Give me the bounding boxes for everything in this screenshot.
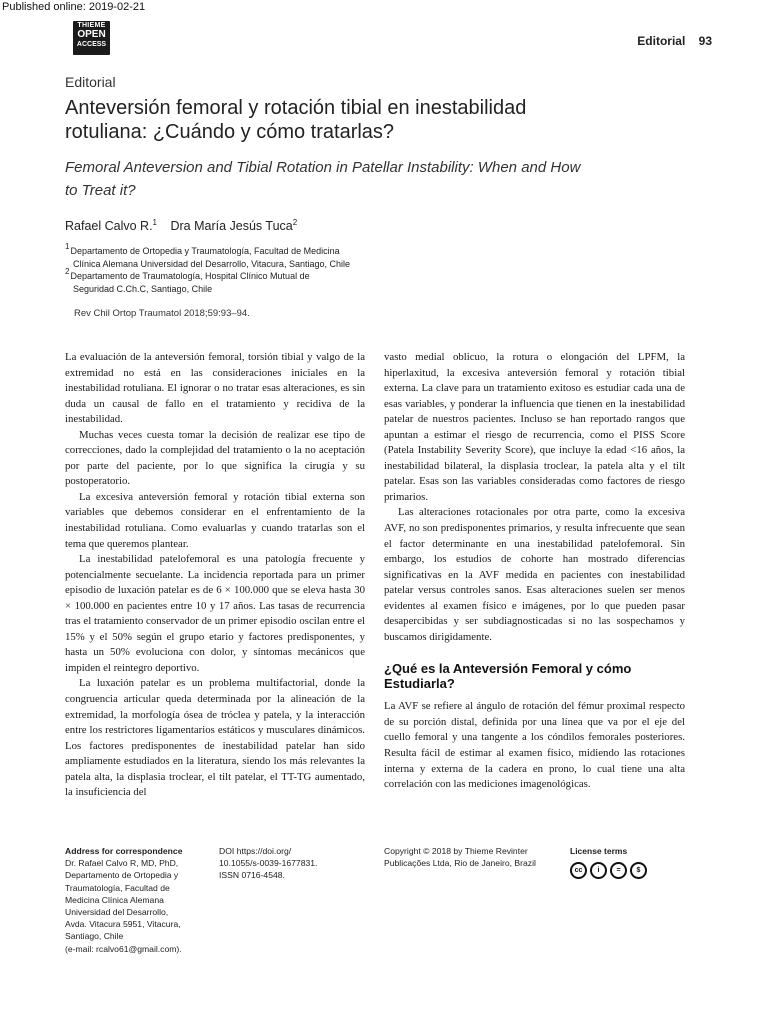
doi-line: 10.1055/s-0039-1677831. <box>219 858 318 869</box>
copyright-line: Publicações Ltda, Rio de Janeiro, Brazil <box>384 858 536 869</box>
page-number: 93 <box>698 34 712 48</box>
logo-line-3: ACCESS <box>76 41 107 48</box>
doi-info <box>219 845 369 882</box>
article-title: Anteversión femoral y rotación tibial en inestabilidad rotuliana: ¿Cuándo y cómo tratarlas? <box>65 97 527 143</box>
logo-line-1: THIEME <box>77 22 106 29</box>
affiliation <box>65 267 365 295</box>
article-subtitle: Femoral Anteversion and Tibial Rotation in Patellar Instability: When and How to Treat it? <box>65 159 581 199</box>
affiliation-line: Clínica Alemana Universidad del Desarrollo, Vitacura, Santiago, Chile <box>73 258 350 269</box>
body-column-left <box>65 350 365 801</box>
body-paragraph: Muchas veces cuesta tomar la decisión de realizar ese tipo de correcciones, dado la complejidad del tratamiento o la no aceptación por parte del paciente, por lo que significa la cirugía y su postoperatorio. <box>65 428 365 488</box>
author-list <box>65 218 297 233</box>
logo-line-2: OPEN <box>77 29 106 40</box>
address-line: Departamento de Ortopedia y <box>65 870 179 881</box>
author-name: Dra María Jesús Tuca <box>170 219 293 234</box>
copyright-info <box>384 845 562 869</box>
address-line: Traumatología, Facultad de <box>65 882 170 893</box>
body-column-right <box>384 350 685 793</box>
affiliation-line: Departamento de Traumatología, Hospital Clínico Mutual de <box>70 271 310 281</box>
journal-citation: Rev Chil Ortop Traumatol 2018;59:93–94. <box>74 308 250 319</box>
correspondence-address <box>65 845 215 955</box>
address-line: Avda. Vitacura 5951, Vitacura, <box>65 919 181 930</box>
address-line: Universidad del Desarrollo, <box>65 907 169 918</box>
affiliation-line: Seguridad C.Ch.C, Santiago, Chile <box>73 283 213 294</box>
running-head <box>637 34 712 48</box>
body-paragraph: La luxación patelar es un problema multifactorial, donde la congruencia articular queda determinada por la alineación de la extremidad, la morfología ósea de tróclea y patela, y la interacción entre los restrictores ligamentarios estáticos y musculares dinámicos. Los factores predisponentes de inestabilidad patelar han sido ampliamente estudiados en la literatura, siendo los más relevantes la patela alta, la displasia troclear, el tilt patelar, el TT-TG aumentado, la insuficiencia del <box>65 677 365 799</box>
license-icons <box>570 862 680 879</box>
address-line: Medicina Clínica Alemana <box>65 894 164 905</box>
address-line: Santiago, Chile <box>65 931 124 942</box>
section-heading: ¿Qué es la Anteversión Femoral y cómo Estudiarla? <box>384 661 632 692</box>
body-paragraph: La evaluación de la anteversión femoral, torsión tibial y valgo de la extremidad no está en las consideraciones iniciales en la inestabilidad rotuliana. El ignorar o no tratar esas alteraciones, es sin duda un causal de fallo en el tratamiento y recidiva de la inestabilidad. <box>65 351 365 426</box>
license-terms <box>570 845 680 879</box>
issn-line: ISSN 0716-4548. <box>219 870 285 881</box>
address-line: Dr. Rafael Calvo R, MD, PhD, <box>65 858 179 869</box>
affiliation-mark: 1 <box>65 242 70 251</box>
copyright-line: Copyright © 2018 by Thieme Revinter <box>384 846 528 856</box>
author-affiliation-mark: 1 <box>152 218 157 227</box>
doi-link[interactable]: DOI https://doi.org/ <box>219 846 292 856</box>
address-heading: Address for correspondence <box>65 846 183 856</box>
section-label: Editorial <box>65 74 116 90</box>
license-title[interactable]: License terms <box>570 846 628 856</box>
body-paragraph: La excesiva anteversión femoral y rotación tibial externa son variables que debemos considerar en el enfrentamiento de la inestabilidad rotuliana. Como evaluarlas y cuando tratarlas son el tema que queremos plantear. <box>65 490 365 550</box>
address-line: (e-mail: rcalvo61@gmail.com). <box>65 943 182 954</box>
published-date: Published online: 2019-02-21 <box>0 0 149 16</box>
running-head-label: Editorial <box>637 34 686 48</box>
thieme-open-access-logo <box>73 21 110 55</box>
author-name: Rafael Calvo R. <box>65 219 153 234</box>
body-paragraph: La AVF se refiere al ángulo de rotación del fémur proximal respecto de su porción distal, definida por una línea que va por el eje del cuello femoral y una tangente a los cóndilos femorales posteriores. Resulta fácil de estimar al examen físico, midiendo las rotaciones interna y externa de la cadera en prono, lo cual tiene una alta correlación con las mediciones imagenológicas. <box>384 700 685 791</box>
creative-commons-icon: cc <box>570 862 587 879</box>
affiliation <box>65 242 365 270</box>
affiliation-mark: 2 <box>65 267 70 276</box>
body-paragraph: vasto medial oblicuo, la rotura o elongación del LPFM, la hiperlaxitud, la excesiva anteversión femoral y rotación tibial externa. La clave para un tratamiento exitoso es estudiar cada una de esas variables, y ponderar la influencia que tienen en la inestabilidad patelar de nuestros pacientes. Incluso se han reportado rangos que apuntan a estimar el riesgo de recurrencia, como el PISS Score (Patela Instability Severity Score), que incluye la edad <16 años, la inestabilidad bilateral, la displasia troclear, la patela alta y el tilt patelar. Esas son las variables consideradas como factores de riesgo primarios. <box>384 351 685 503</box>
body-paragraph: La inestabilidad patelofemoral es una patología frecuente y potencialmente secuelante. La incidencia reportada para un primer episodio de luxación patelar es de 6 × 100.000 que se eleva hasta 30 × 100.000 en pacientes entre 10 y 17 años. Las tasas de recurrencia tras el tratamiento conservador de un primer episodio oscilan entre el 15% y el 50% según el grupo etario y factores predisponentes, y hasta un 50% evoluciona con dolor, y síntomas mecánicos que impiden el reintegro deportivo. <box>65 553 365 674</box>
non-commercial-icon: $ <box>630 862 647 879</box>
body-paragraph: Las alteraciones rotacionales por otra parte, como la excesiva AVF, no son predisponentes primarios, y resulta infrecuente que sean el factor determinante en una inestabilidad patelofemoral. Sin embargo, los estudios de cohorte han mostrado diferencias significativas en la AVF medida en pacientes con inestabilidad patelar versus controles sanos. Esas alteraciones suelen ser menos evidentes al examen físico e imágenes, por lo que pueden pasar desapercibidas y ser subdiagnosticadas si no las sospechamos y buscamos dirigidamente. <box>384 506 685 643</box>
author-affiliation-mark: 2 <box>292 218 298 227</box>
affiliation-line: Departamento de Ortopedia y Traumatología, Facultad de Medicina <box>70 246 340 256</box>
no-derivatives-icon: = <box>610 862 627 879</box>
attribution-icon: i <box>590 862 607 879</box>
